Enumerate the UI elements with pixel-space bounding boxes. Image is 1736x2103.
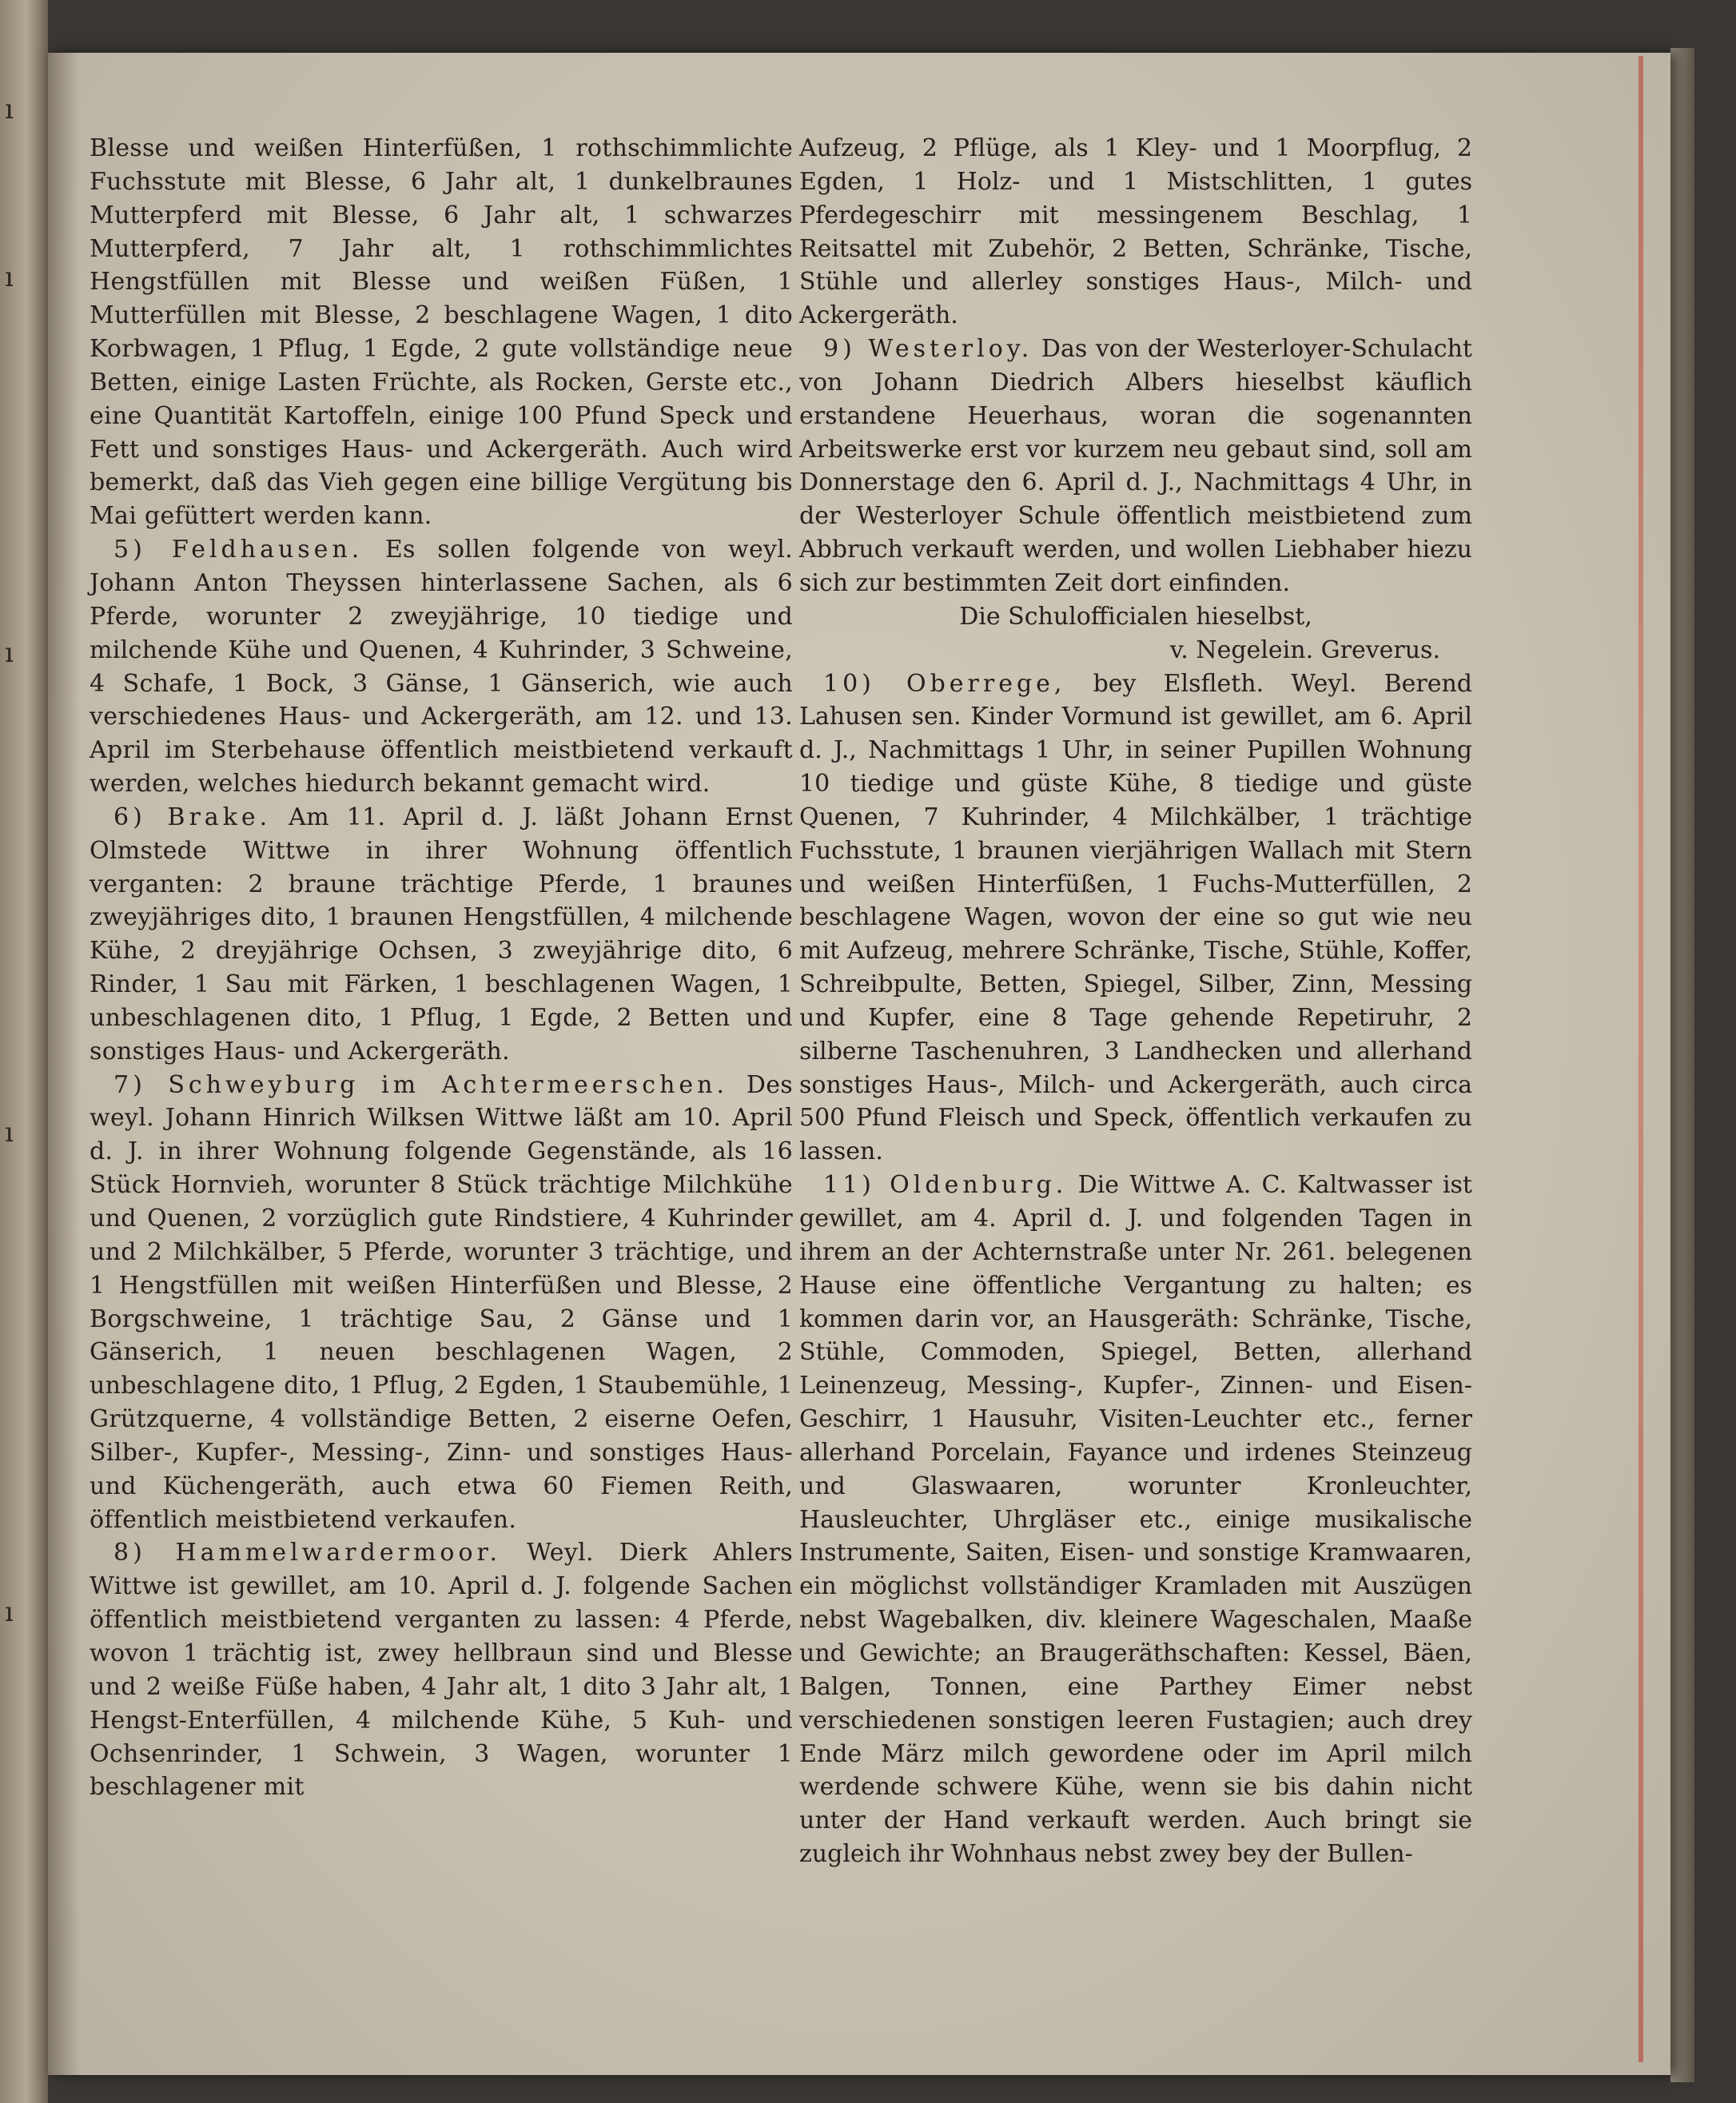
paragraph-text: Die Wittwe A. C. Kaltwasser ist gewillet, am 4. April d. J. und folgenden Tagen in ihrem an der Achternstraße unter Nr. 261. belegenen Hause eine öffentliche Vergantung zu halten; es kommen darin vor, an Hausgeräth: Schränke, Tische, Stühle, Commoden, Spiegel, Betten, allerhand Leinenzeug, Messing-, Kupfer-, Zinnen- und Eisen-Geschirr, 1 Hausuhr, Visiten-Leuchter etc., ferner allerhand Porcelain, Fayance und irdenes Steinzeug und Glaswaaren, worunter Kronleuchter, Hausleuchter, Uhrgläser etc., einige musikalische Instrumente, Saiten, Eisen- und sonstige Kramwaaren, ein möglichst vollständiger Kramladen mit Auszügen nebst Wagebalken, div. kleinere Wageschalen, Maaße und Gewichte; an Braugeräthschaften: Kessel, Bäen, Balgen, Tonnen, eine Parthey Eimer nebst verschiedenen sonstigen leeren Fustagien; auch drey Ende März milch gewordene oder im April milch werdende schwere Kühe, wenn sie bis dahin nicht unter der Hand verkauft werden. Auch bringt sie zugleich ihr Wohnhaus nebst zwey bey der Bullen- bbox=[799, 1171, 1472, 1869]
paragraph-text: Weyl. Dierk Ahlers Wittwe ist gewillet, am 10. April d. J. folgende Sachen öffentlich meistbietend verganten zu lassen: 4 Pferde, wovon 1 trächtig ist, zwey hellbraun sind und Blesse und 2 weiße Füße haben, 4 Jahr alt, 1 dito 3 Jahr alt, 1 Hengst-Enterfüllen, 4 milchende Kühe, 5 Kuh- und Ochsenrinder, 1 Schwein, 3 Wagen, worunter 1 beschlagener mit bbox=[90, 1539, 794, 1802]
paragraph: Blesse und weißen Hinterfüßen, 1 rothschimmlichte Fuchsstute mit Blesse, 6 Jahr alt, 1 dunkelbraunes Mutterpferd mit Blesse, 6 Jahr alt, 1 schwarzes Mutterpferd, 7 Jahr alt, 1 rothschimmlichtes Hengstfüllen mit Blesse und weißen Füßen, 1 Mutterfüllen mit Blesse, 2 beschlagene Wagen, 1 dito Korbwagen, 1 Pflug, 1 Egde, 2 gute vollständige neue Betten, einige Lasten Früchte, als Rocken, Gerste etc., eine Quantität Kartoffeln, einige 100 Pfund Speck und Fett und sonstiges Haus- und Ackergeräth. Auch wird bemerkt, daß das Vieh gegen eine billige Vergütung bis Mai gefüttert werden kann. bbox=[90, 134, 793, 531]
paragraph: Aufzeug, 2 Pflüge, als 1 Kley- und 1 Moorpflug, 2 Egden, 1 Holz- und 1 Mistschlitten, 1 gutes Pferdegeschirr mit messingenem Beschlag, 1 Reitsattel mit Zubehör, 2 Betten, Schränke, Tische, Stühle und allerley sonstiges Haus-, Milch- und Ackergeräth. bbox=[799, 134, 1472, 330]
margin-mark: ı bbox=[5, 637, 14, 669]
place-heading: 5) Feldhausen. bbox=[113, 536, 364, 564]
paragraph bbox=[799, 1169, 1472, 1871]
page-edge bbox=[1670, 48, 1694, 2082]
place-heading: 6) Brake. bbox=[113, 803, 272, 831]
left-column bbox=[90, 132, 793, 1804]
place-heading: 11) Oldenburg. bbox=[823, 1171, 1068, 1200]
margin-mark: ı bbox=[5, 94, 14, 125]
place-heading: 8) Hammelwardermoor. bbox=[113, 1539, 502, 1567]
paragraph-text: Das von der Westerloyer-Schulacht von Johann Diedrich Albers hieselbst käuflich erstandene Heuerhaus, woran die sogenannten Arbeitswerke erst vor kurzem neu gebaut sind, soll am Donnerstage den 6. April d. J., Nachmittags 4 Uhr, in der Westerloyer Schule öffentlich meistbietend zum Abbruch verkauft werden, und wollen Liebhaber hiezu sich zur bestimmten Zeit dort einfinden. bbox=[799, 335, 1472, 597]
paragraph bbox=[799, 333, 1472, 600]
gutter-shadow bbox=[48, 53, 80, 2075]
paragraph bbox=[799, 667, 1472, 1169]
place-heading: 9) Westerloy. bbox=[823, 335, 1033, 364]
paragraph-text: Es sollen folgende von weyl. Johann Anton Theyssen hinterlassene Sachen, als 6 Pferde, worunter 2 zweyjährige, 10 tiedige und milchende Kühe und Quenen, 4 Kuhrinder, 3 Schweine, 4 Schafe, 1 Bock, 3 Gänse, 1 Gänserich, wie auch verschiedenes Haus- und Ackergeräth, am 12. und 13. April im Sterbehause öffentlich meistbietend verkauft werden, welches hiedurch bekannt gemacht wird. bbox=[90, 536, 793, 799]
place-heading: 10) Oberrege, bbox=[823, 669, 1066, 698]
paragraph bbox=[90, 1536, 793, 1804]
paragraph bbox=[90, 1069, 793, 1537]
paragraph-text: Des weyl. Johann Hinrich Wilksen Wittwe läßt am 10. April d. J. in ihrer Wohnung folgende Gegenstände, als 16 Stück Hornvieh, worunter 8 Stück trächtige Milchkühe und Quenen, 2 vorzüglich gute Rindstiere, 4 Kuhrinder und 2 Milchkälber, 5 Pferde, worunter 3 trächtige, und 1 Hengstfüllen mit weißen Hinterfüßen und Blesse, 2 Borgschweine, 1 trächtige Sau, 2 Gänse und 1 Gänserich, 1 neuen beschlagenen Wagen, 2 unbeschlagene dito, 1 Pflug, 2 Egden, 1 Staubemühle, 1 Grützquerne, 4 vollständige Betten, 2 eiserne Oefen, Silber-, Kupfer-, Messing-, Zinn- und sonstiges Haus- und Küchengeräth, auch etwa 60 Fiemen Reith, öffentlich meistbietend verkaufen. bbox=[90, 1070, 793, 1534]
previous-page-edge bbox=[0, 0, 48, 2103]
margin-mark: ı bbox=[5, 1117, 14, 1149]
right-column bbox=[799, 132, 1472, 1871]
margin-mark: ı bbox=[5, 1596, 14, 1628]
margin-mark: ı bbox=[5, 261, 14, 293]
paragraph bbox=[90, 801, 793, 1069]
place-heading: 7) Schweyburg im Achtermeerschen. bbox=[113, 1070, 729, 1099]
signature-names: v. Negelein. Greverus. bbox=[1169, 635, 1440, 664]
red-page-edge bbox=[1638, 56, 1643, 2062]
paragraph bbox=[90, 533, 793, 801]
signature-line: Die Schulofficialen hieselbst, bbox=[959, 602, 1312, 631]
paragraph-text: bey Elsfleth. Weyl. Berend Lahusen sen. Kinder Vormund ist gewillet, am 6. April d. J., Nachmittags 1 Uhr, in seiner Pupillen Wohnung 10 tiedige und güste Kühe, 8 tiedige und güste Quenen, 7 Kuhrinder, 4 Milchkälber, 1 trächtige Fuchsstute, 1 braunen vierjährigen Wallach mit Stern und weißen Hinterfüßen, 1 Fuchs-Mutterfüllen, 2 beschlagene Wagen, wovon der eine so gut wie neu mit Aufzeug, mehrere Schränke, Tische, Stühle, Koffer, Schreibpulte, Betten, Spiegel, Silber, Zinn, Messing und Kupfer, eine 8 Tage gehende Repetiruhr, 2 silberne Taschenuhren, 3 Landhecken und allerhand sonstiges Haus-, Milch- und Ackergeräth, auch circa 500 Pfund Fleisch und Speck, öffentlich verkaufen zu lassen. bbox=[799, 669, 1472, 1166]
paragraph-text: Am 11. April d. J. läßt Johann Ernst Olmstede Wittwe in ihrer Wohnung öffentlich verganten: 2 braune trächtige Pferde, 1 braunes zweyjähriges dito, 1 braunen Hengstfüllen, 4 milchende Kühe, 2 dreyjährige Ochsen, 3 zweyjährige dito, 6 Rinder, 1 Sau mit Färken, 1 beschlagenen Wagen, 1 unbeschlagenen dito, 1 Pflug, 1 Egde, 2 Betten und sonstiges Haus- und Ackergeräth. bbox=[90, 803, 794, 1065]
